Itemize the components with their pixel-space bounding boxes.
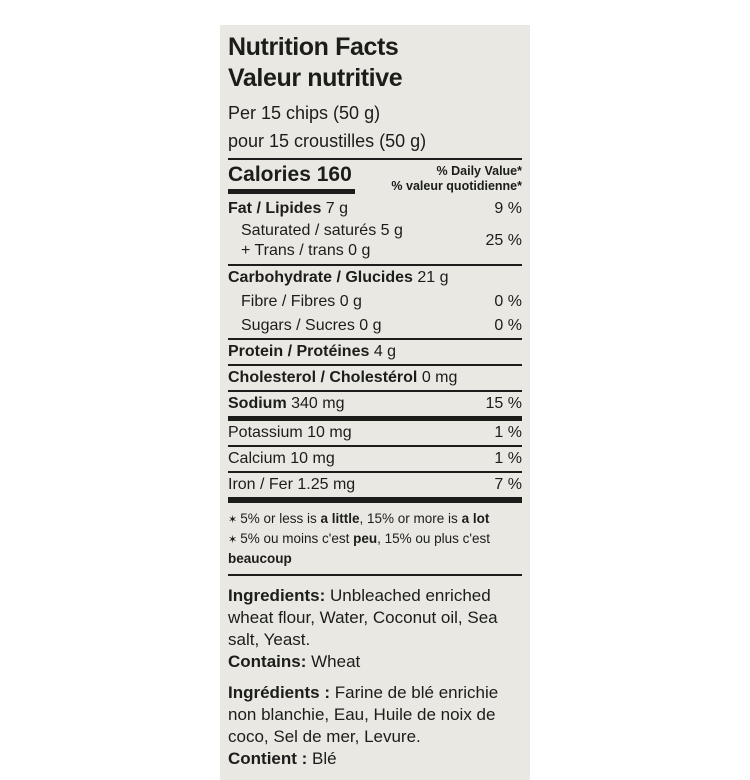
serving-size-en: Per 15 chips (50 g): [228, 103, 381, 123]
nutrition-facts-label: [220, 25, 530, 780]
daily-value-header-fr: % valeur quotidienne*: [391, 179, 522, 193]
contains-en-label: Contains:: [228, 652, 307, 671]
nutrient-dv: 0 %: [494, 293, 522, 310]
label-title-en: Nutrition Facts: [228, 33, 399, 61]
nutrient-row-protein: [228, 340, 522, 364]
nutrient-row-sodium: [228, 392, 522, 416]
contains-en-text: Wheat: [306, 652, 361, 671]
nutrient-dv: 15 %: [485, 395, 522, 412]
nutrient-dv: 0 %: [494, 317, 522, 334]
contains-en: [228, 651, 522, 673]
ingredients-fr-text: Farine de blé enrichie non blanchie, Eau, Huile de noix de coco, Sel de mer, Levure.: [228, 683, 499, 746]
calories-value: [228, 163, 355, 194]
ingredients-fr: [228, 682, 522, 770]
nutrient-name: Calcium 10 mg: [228, 450, 335, 467]
footnote-block: [228, 503, 522, 574]
nutrient-row-cholesterol: [228, 366, 522, 390]
ingredients-en: [228, 585, 522, 673]
nutrient-row-iron: [228, 473, 522, 497]
label-title-fr: Valeur nutritive: [228, 64, 403, 92]
nutrient-dv: 7 %: [494, 476, 522, 493]
contains-fr-label: Contient :: [228, 749, 308, 768]
calories-number: 160: [316, 163, 352, 186]
nutrient-row-potassium: [228, 421, 522, 445]
serving-size-block: [228, 99, 522, 155]
nutrient-row-saturated-trans: [228, 221, 522, 264]
ingredients-fr-label: Ingrédients :: [228, 683, 331, 702]
nutrient-row-fibre: [228, 290, 522, 314]
footnote-star-icon: ✶: [228, 513, 238, 526]
nutrient-name: Cholesterol / Cholestérol 0 mg: [228, 369, 458, 386]
footnote-fr: ✶ 5% ou moins c'est peu, 15% ou plus c'est beaucoup: [228, 531, 491, 566]
calories-block: [228, 160, 522, 197]
nutrient-row-sugars: [228, 314, 522, 338]
nutrient-name: Iron / Fer 1.25 mg: [228, 476, 356, 493]
nutrient-name: Potassium 10 mg: [228, 424, 352, 441]
ingredients-en-label: Ingredients:: [228, 586, 326, 605]
footnote-star-icon: ✶: [228, 533, 238, 546]
contains-fr: [228, 748, 522, 770]
nutrient-row-fat: [228, 197, 522, 221]
serving-size-fr: pour 15 croustilles (50 g): [228, 131, 427, 151]
nutrient-name: Carbohydrate / Glucides 21 g: [228, 269, 449, 286]
nutrient-name: Protein / Protéines 4 g: [228, 343, 397, 360]
nutrient-dv: 1 %: [494, 424, 522, 441]
nutrient-name: Fibre / Fibres 0 g: [241, 293, 362, 310]
contains-fr-text: Blé: [307, 749, 337, 768]
nutrient-dv: 1 %: [494, 450, 522, 467]
nutrient-row-calcium: [228, 447, 522, 471]
ingredients-en-text: Unbleached enriched wheat flour, Water, Coconut oil, Sea salt, Yeast.: [228, 586, 498, 649]
nutrient-row-carbohydrate: [228, 266, 522, 290]
daily-value-header-en: % Daily Value*: [436, 164, 522, 178]
nutrient-name: Sugars / Sucres 0 g: [241, 317, 382, 334]
nutrient-name: Saturated / saturés 5 g + Trans / trans 0 g: [241, 222, 403, 259]
nutrient-dv: 25 %: [485, 232, 522, 249]
daily-value-header: [391, 163, 522, 194]
nutrient-name: Fat / Lipides 7 g: [228, 200, 349, 217]
divider: [228, 574, 522, 576]
nutrient-dv: 9 %: [494, 200, 522, 217]
footnote-en: ✶ 5% or less is a little, 15% or more is a lot: [228, 511, 490, 526]
nutrient-name: Sodium 340 mg: [228, 395, 345, 412]
calories-label: Calories: [228, 163, 311, 186]
